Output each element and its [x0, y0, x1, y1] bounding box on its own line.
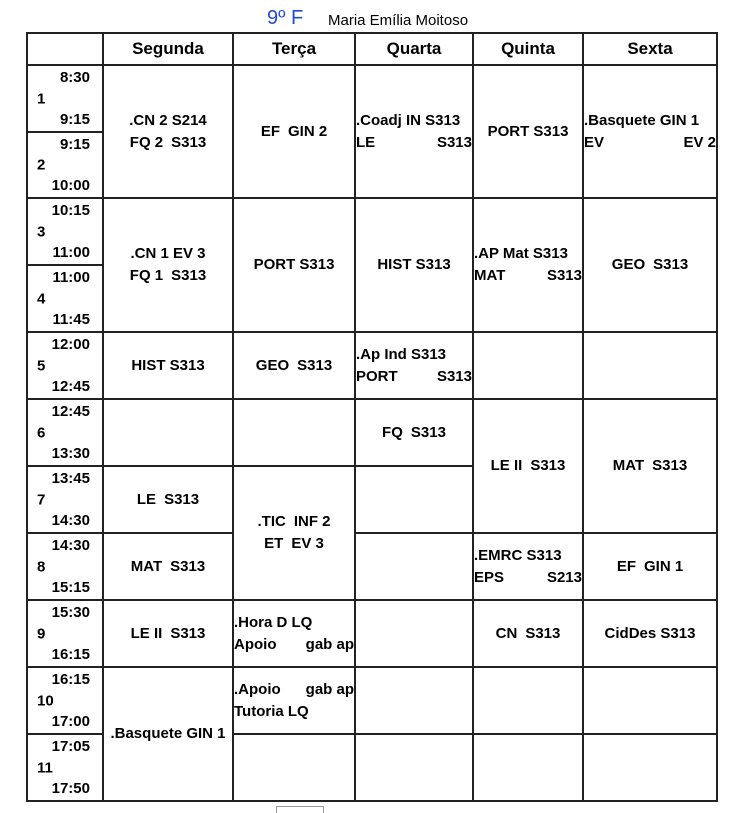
lesson-text: LE II	[130, 624, 163, 642]
lesson-line	[131, 623, 206, 645]
lesson-cell	[103, 198, 233, 332]
lesson-line	[474, 567, 582, 589]
lesson-line	[257, 511, 330, 533]
lesson-text: S313	[171, 267, 207, 284]
lesson-content	[234, 121, 354, 143]
lesson-text: .Basquete GIN 1	[584, 111, 700, 129]
lesson-content	[584, 455, 716, 477]
lesson-text: .CN 2 S214	[129, 111, 207, 129]
day-header: Quinta	[473, 33, 583, 65]
lesson-cell	[103, 667, 233, 801]
lesson-text: CidDes S313	[604, 624, 696, 642]
period-cell	[27, 265, 103, 332]
day-header: Quarta	[355, 33, 473, 65]
period-end-time: 16:15	[51, 646, 90, 663]
lesson-content	[356, 254, 472, 276]
lesson-line	[496, 623, 561, 645]
timetable	[26, 32, 718, 802]
period-start-time: 10:15	[51, 202, 90, 219]
lesson-cell	[233, 332, 355, 399]
lesson-line	[382, 422, 446, 444]
lesson-content	[234, 679, 354, 723]
lesson-line	[377, 254, 450, 276]
lesson-cell	[233, 399, 355, 466]
lesson-text: HIST S313	[377, 256, 451, 273]
lesson-cell	[233, 65, 355, 198]
lesson-text: HIST S313	[131, 356, 205, 374]
lesson-line	[110, 723, 225, 745]
lesson-text: PORT S313	[487, 122, 569, 140]
lesson-text: S313	[436, 367, 472, 385]
lesson-cell	[473, 600, 583, 667]
lesson-line	[130, 243, 205, 265]
lesson-line	[130, 132, 206, 154]
lesson-cell	[583, 198, 717, 332]
period-cell	[27, 533, 103, 600]
lesson-text: ET	[264, 535, 284, 552]
lesson-line	[131, 556, 205, 578]
lesson-cell	[473, 332, 583, 399]
lesson-text: GEO	[255, 356, 290, 374]
lesson-line	[129, 110, 207, 132]
lesson-content	[474, 545, 582, 589]
period-number: 4	[37, 290, 46, 307]
lesson-text: S313	[170, 557, 206, 575]
lesson-line	[234, 701, 354, 723]
lesson-text: FQ	[382, 423, 403, 441]
lesson-text: GIN 1	[643, 557, 684, 575]
lesson-text: MAT	[474, 267, 506, 284]
lesson-line	[234, 612, 354, 634]
lesson-cell	[583, 734, 717, 801]
lesson-cell	[233, 466, 355, 600]
lesson-cell	[473, 667, 583, 734]
lesson-content	[104, 110, 232, 154]
lesson-text: MAT	[612, 457, 645, 474]
lesson-content	[104, 489, 232, 511]
period-cell	[27, 132, 103, 198]
lesson-cell	[583, 332, 717, 399]
period-number: 11	[37, 759, 53, 776]
lesson-line	[474, 265, 582, 287]
lesson-cell	[473, 399, 583, 533]
lesson-content	[356, 344, 472, 388]
period-cell	[27, 600, 103, 667]
lesson-text: S313	[653, 256, 689, 273]
lesson-line	[491, 455, 566, 477]
period-start-time: 12:45	[51, 403, 90, 420]
lesson-text: S313	[436, 133, 472, 151]
lesson-text: .Apoio	[234, 680, 281, 698]
lesson-cell	[583, 399, 717, 533]
lesson-content	[104, 623, 232, 645]
lesson-content	[356, 110, 472, 154]
period-cell	[27, 198, 103, 265]
lesson-content	[104, 723, 232, 745]
period-end-time: 14:30	[51, 512, 90, 529]
lesson-content	[474, 121, 582, 143]
lesson-cell	[473, 533, 583, 600]
period-start-time: 15:30	[51, 604, 90, 621]
period-cell	[27, 332, 103, 399]
lesson-text: S313	[652, 457, 688, 474]
lesson-cell	[473, 65, 583, 198]
lesson-cell	[583, 65, 717, 198]
lesson-content	[584, 556, 716, 578]
lesson-content	[234, 254, 354, 276]
lesson-cell	[355, 332, 473, 399]
day-header: Sexta	[583, 33, 717, 65]
lesson-text: GEO	[611, 256, 646, 273]
lesson-text: INF 2	[293, 513, 331, 530]
lesson-line	[474, 545, 582, 567]
lesson-content	[474, 455, 582, 477]
lesson-text: S313	[525, 624, 561, 642]
period-start-time: 9:15	[59, 136, 90, 153]
lesson-cell	[233, 667, 355, 734]
lesson-text: EF	[616, 557, 636, 575]
lesson-text: EPS	[474, 568, 505, 586]
schedule-header	[0, 5, 736, 31]
lesson-cell	[355, 667, 473, 734]
day-header: Segunda	[103, 33, 233, 65]
lesson-text: Tutoria LQ	[234, 702, 309, 720]
lesson-text: EV 3	[291, 535, 324, 552]
lesson-content	[104, 355, 232, 377]
lesson-cell	[103, 600, 233, 667]
lesson-text: CN	[495, 624, 518, 642]
lesson-cell	[473, 198, 583, 332]
lesson-line	[584, 132, 716, 154]
lesson-line	[130, 265, 206, 287]
period-cell	[27, 734, 103, 801]
lesson-cell	[233, 198, 355, 332]
lesson-line	[234, 634, 354, 656]
lesson-line	[617, 556, 683, 578]
period-cell	[27, 399, 103, 466]
lesson-line	[488, 121, 569, 143]
period-start-time: 17:05	[51, 738, 90, 755]
lesson-cell	[355, 399, 473, 466]
lesson-text: EV	[584, 133, 605, 151]
lesson-text: PORT S313	[253, 256, 335, 273]
lesson-line	[356, 132, 472, 154]
lesson-text: gab ap	[305, 635, 354, 653]
period-start-time: 8:30	[59, 69, 90, 86]
lesson-text: .AP Mat S313	[474, 245, 568, 262]
lesson-text: .EMRC S313	[474, 546, 562, 564]
class-name: 9º F	[267, 7, 304, 29]
period-cell	[27, 667, 103, 734]
lesson-text: S313	[297, 356, 333, 374]
lesson-cell	[583, 667, 717, 734]
lesson-content	[474, 243, 582, 287]
lesson-text: FQ 2	[129, 133, 164, 151]
lesson-text: Apoio	[234, 635, 277, 653]
lesson-text: GIN 2	[287, 122, 328, 140]
period-start-time: 11:00	[52, 269, 90, 286]
period-number: 3	[37, 223, 46, 240]
lesson-text: S313	[410, 423, 446, 441]
lesson-content	[104, 556, 232, 578]
period-start-time: 13:45	[51, 470, 90, 487]
lesson-line	[256, 355, 332, 377]
corner-cell	[27, 33, 103, 65]
lesson-cell	[355, 734, 473, 801]
lesson-text: LE	[136, 490, 157, 508]
lesson-cell	[355, 466, 473, 533]
lesson-cell	[103, 466, 233, 533]
lesson-line	[131, 355, 204, 377]
lesson-text: S313	[164, 490, 200, 508]
lesson-cell	[355, 533, 473, 600]
lesson-text: FQ 1	[129, 267, 164, 284]
lesson-cell	[103, 332, 233, 399]
lesson-text: .Hora D LQ	[234, 613, 313, 631]
period-number: 10	[37, 692, 54, 709]
lesson-content	[356, 422, 472, 444]
lesson-text: .TIC	[257, 513, 286, 530]
period-cell	[27, 466, 103, 533]
lesson-text: EF	[260, 122, 280, 140]
lesson-content	[234, 511, 354, 555]
period-end-time: 10:00	[51, 177, 90, 194]
period-end-time: 15:15	[51, 579, 90, 596]
lesson-cell	[473, 734, 583, 801]
lesson-text: EV 2	[683, 133, 716, 151]
period-end-time: 9:15	[59, 111, 90, 128]
period-number: 8	[37, 558, 46, 575]
period-end-time: 17:00	[51, 713, 90, 730]
period-end-time: 12:45	[51, 378, 90, 395]
period-number: 5	[37, 357, 46, 374]
lesson-text: PORT	[356, 367, 398, 385]
lesson-line	[584, 110, 716, 132]
period-end-time: 17:50	[51, 780, 90, 797]
period-cell	[27, 65, 103, 132]
lesson-line	[605, 623, 696, 645]
teacher-name: Maria Emília Moitoso	[328, 12, 469, 29]
period-start-time: 14:30	[51, 537, 90, 554]
day-header: Terça	[233, 33, 355, 65]
lesson-text: gab ap	[305, 680, 354, 698]
period-end-time: 13:30	[51, 445, 90, 462]
period-number: 2	[37, 156, 46, 174]
lesson-content	[584, 623, 716, 645]
lesson-text: S313	[530, 457, 566, 474]
period-number: 9	[37, 625, 46, 642]
lesson-content	[234, 612, 354, 656]
lesson-line	[613, 455, 687, 477]
lesson-text: LE II	[490, 457, 523, 474]
lesson-cell	[583, 533, 717, 600]
lesson-cell	[103, 399, 233, 466]
period-number: 6	[37, 424, 46, 441]
lesson-text: .Basquete GIN 1	[110, 725, 226, 742]
lesson-content	[474, 623, 582, 645]
lesson-line	[356, 366, 472, 388]
lesson-cell	[233, 600, 355, 667]
lesson-line	[264, 533, 324, 555]
lesson-line	[137, 489, 199, 511]
lesson-text: .CN 1 EV 3	[130, 245, 206, 262]
lesson-cell	[583, 600, 717, 667]
lesson-line	[356, 110, 472, 132]
lesson-text: S213	[546, 568, 582, 586]
lesson-content	[104, 243, 232, 287]
lesson-cell	[355, 65, 473, 198]
lesson-cell	[233, 734, 355, 801]
lesson-line	[612, 254, 688, 276]
lesson-cell	[355, 600, 473, 667]
lesson-cell	[355, 198, 473, 332]
lesson-text: S313	[546, 267, 582, 284]
period-number: 7	[37, 491, 46, 508]
period-number: 1	[37, 90, 46, 107]
period-start-time: 12:00	[51, 336, 90, 353]
lesson-content	[584, 110, 716, 154]
lesson-text: S313	[171, 133, 207, 151]
period-end-time: 11:45	[52, 311, 90, 328]
lesson-text: LE	[356, 133, 376, 151]
lesson-line	[234, 679, 354, 701]
lesson-cell	[103, 65, 233, 198]
period-end-time: 11:00	[52, 244, 90, 261]
lesson-line	[474, 243, 582, 265]
lesson-line	[261, 121, 327, 143]
lesson-text: .Ap Ind S313	[356, 345, 447, 363]
lesson-line	[254, 254, 335, 276]
lesson-cell	[103, 533, 233, 600]
lesson-text: S313	[170, 624, 206, 642]
lesson-content	[234, 355, 354, 377]
period-start-time: 16:15	[51, 671, 90, 688]
lesson-line	[356, 344, 472, 366]
lesson-text: .Coadj IN S313	[356, 111, 461, 129]
lesson-text: MAT	[130, 557, 163, 575]
lesson-content	[584, 254, 716, 276]
